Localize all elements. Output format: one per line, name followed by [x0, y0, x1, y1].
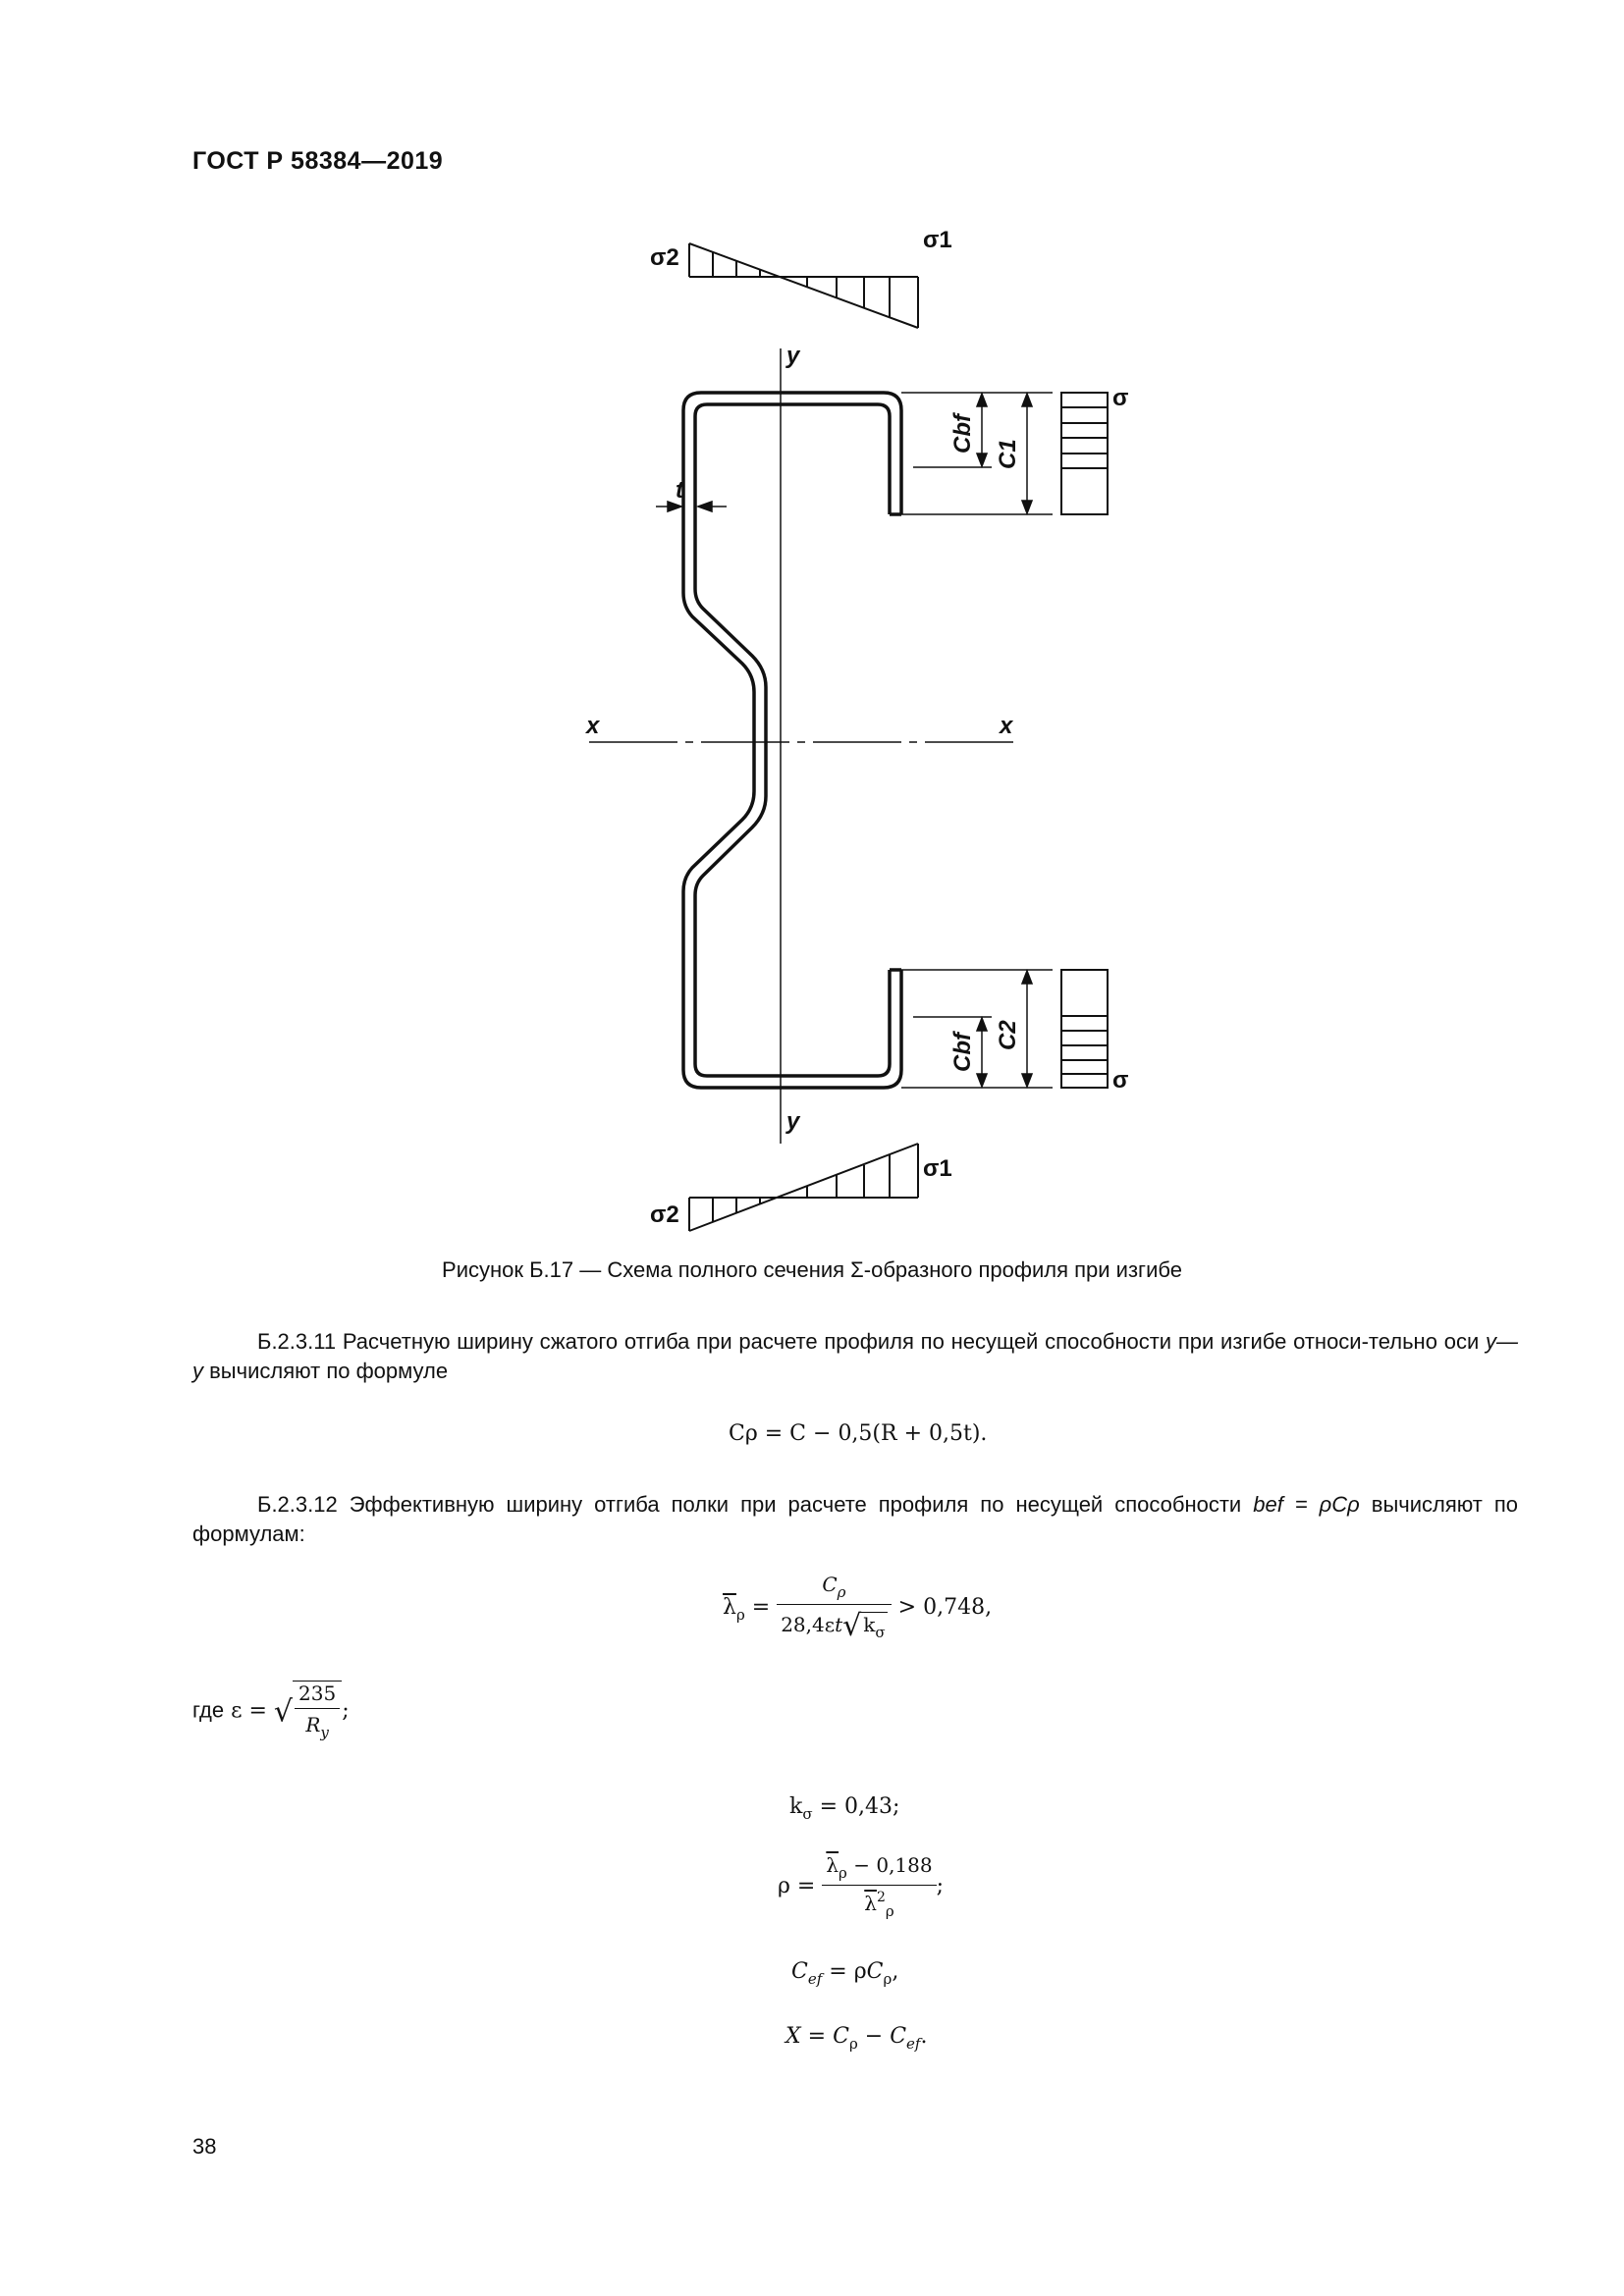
label-cbf-top: Cbf	[949, 414, 976, 454]
profile-outer	[683, 393, 901, 1088]
label-sigma2-top: σ2	[650, 244, 679, 271]
top-right-stress-block	[1061, 393, 1108, 514]
label-c2: C2	[995, 1020, 1021, 1050]
label-x-left: x	[586, 713, 600, 739]
bottom-lip-dimensions	[901, 970, 1053, 1088]
document-header: ГОСТ Р 58384—2019	[192, 147, 444, 175]
bottom-right-stress-block	[1061, 970, 1108, 1088]
formula-x: $X = C_\rho - C_{ef}$.	[785, 2024, 928, 2053]
label-sigma2-bot: σ2	[650, 1201, 679, 1228]
thickness-dimension	[656, 502, 727, 511]
paragraph-b2311: Б.2.3.11 Расчетную ширину сжатого отгиба при расчете профиля по несущей способности при изгибе относи-тельно оси y—y вычисляют по формуле	[192, 1329, 1518, 1383]
label-sigma-right-top: σ	[1112, 385, 1129, 411]
label-x-right: x	[1000, 713, 1013, 739]
formula-lambda: $\overline{\lambda}_\rho$ = $\frac{C_\rho}{28,4\varepsilon t√ k_\sigma}$ > 0,748,	[723, 1573, 993, 1643]
profile-inner	[695, 404, 890, 1076]
page-number: 38	[192, 2134, 217, 2159]
formula-k-sigma: $k_\sigma = 0,43$;	[789, 1794, 900, 1823]
label-sigma1-top: σ1	[923, 227, 952, 253]
label-sigma-right-bot: σ	[1112, 1067, 1129, 1094]
formula-c-rho: Cρ = C − 0,5(R + 0,5t).	[729, 1421, 988, 1446]
label-y-top: y	[786, 343, 800, 369]
label-sigma1-bot: σ1	[923, 1155, 952, 1182]
label-y-bot: y	[786, 1108, 800, 1135]
figure-caption: Рисунок Б.17 — Схема полного сечения Σ-образного профиля при изгибе	[442, 1257, 1182, 1282]
label-cbf-bot: Cbf	[949, 1033, 976, 1072]
formula-epsilon: где ε = √ $\frac{235}{R_y}$ ;	[192, 1682, 350, 1741]
bottom-stress-diagram	[689, 1144, 918, 1231]
formula-rho: ρ = $\frac{\overline{\lambda}_\rho - 0,188}{\overline{\lambda}^2_\rho}$ ;	[778, 1853, 945, 1920]
top-lip-dimensions	[901, 393, 1053, 514]
paragraph-b2312: Б.2.3.12 Эффективную ширину отгиба полки при расчете профиля по несущей способности bef = ρCρ вычисляют по формулам:	[192, 1492, 1519, 1546]
top-stress-diagram	[689, 243, 918, 328]
formula-cef: $C_{ef} = \rho C_\rho$,	[791, 1959, 899, 1988]
label-c1: C1	[995, 439, 1021, 469]
label-t: t	[676, 477, 683, 504]
